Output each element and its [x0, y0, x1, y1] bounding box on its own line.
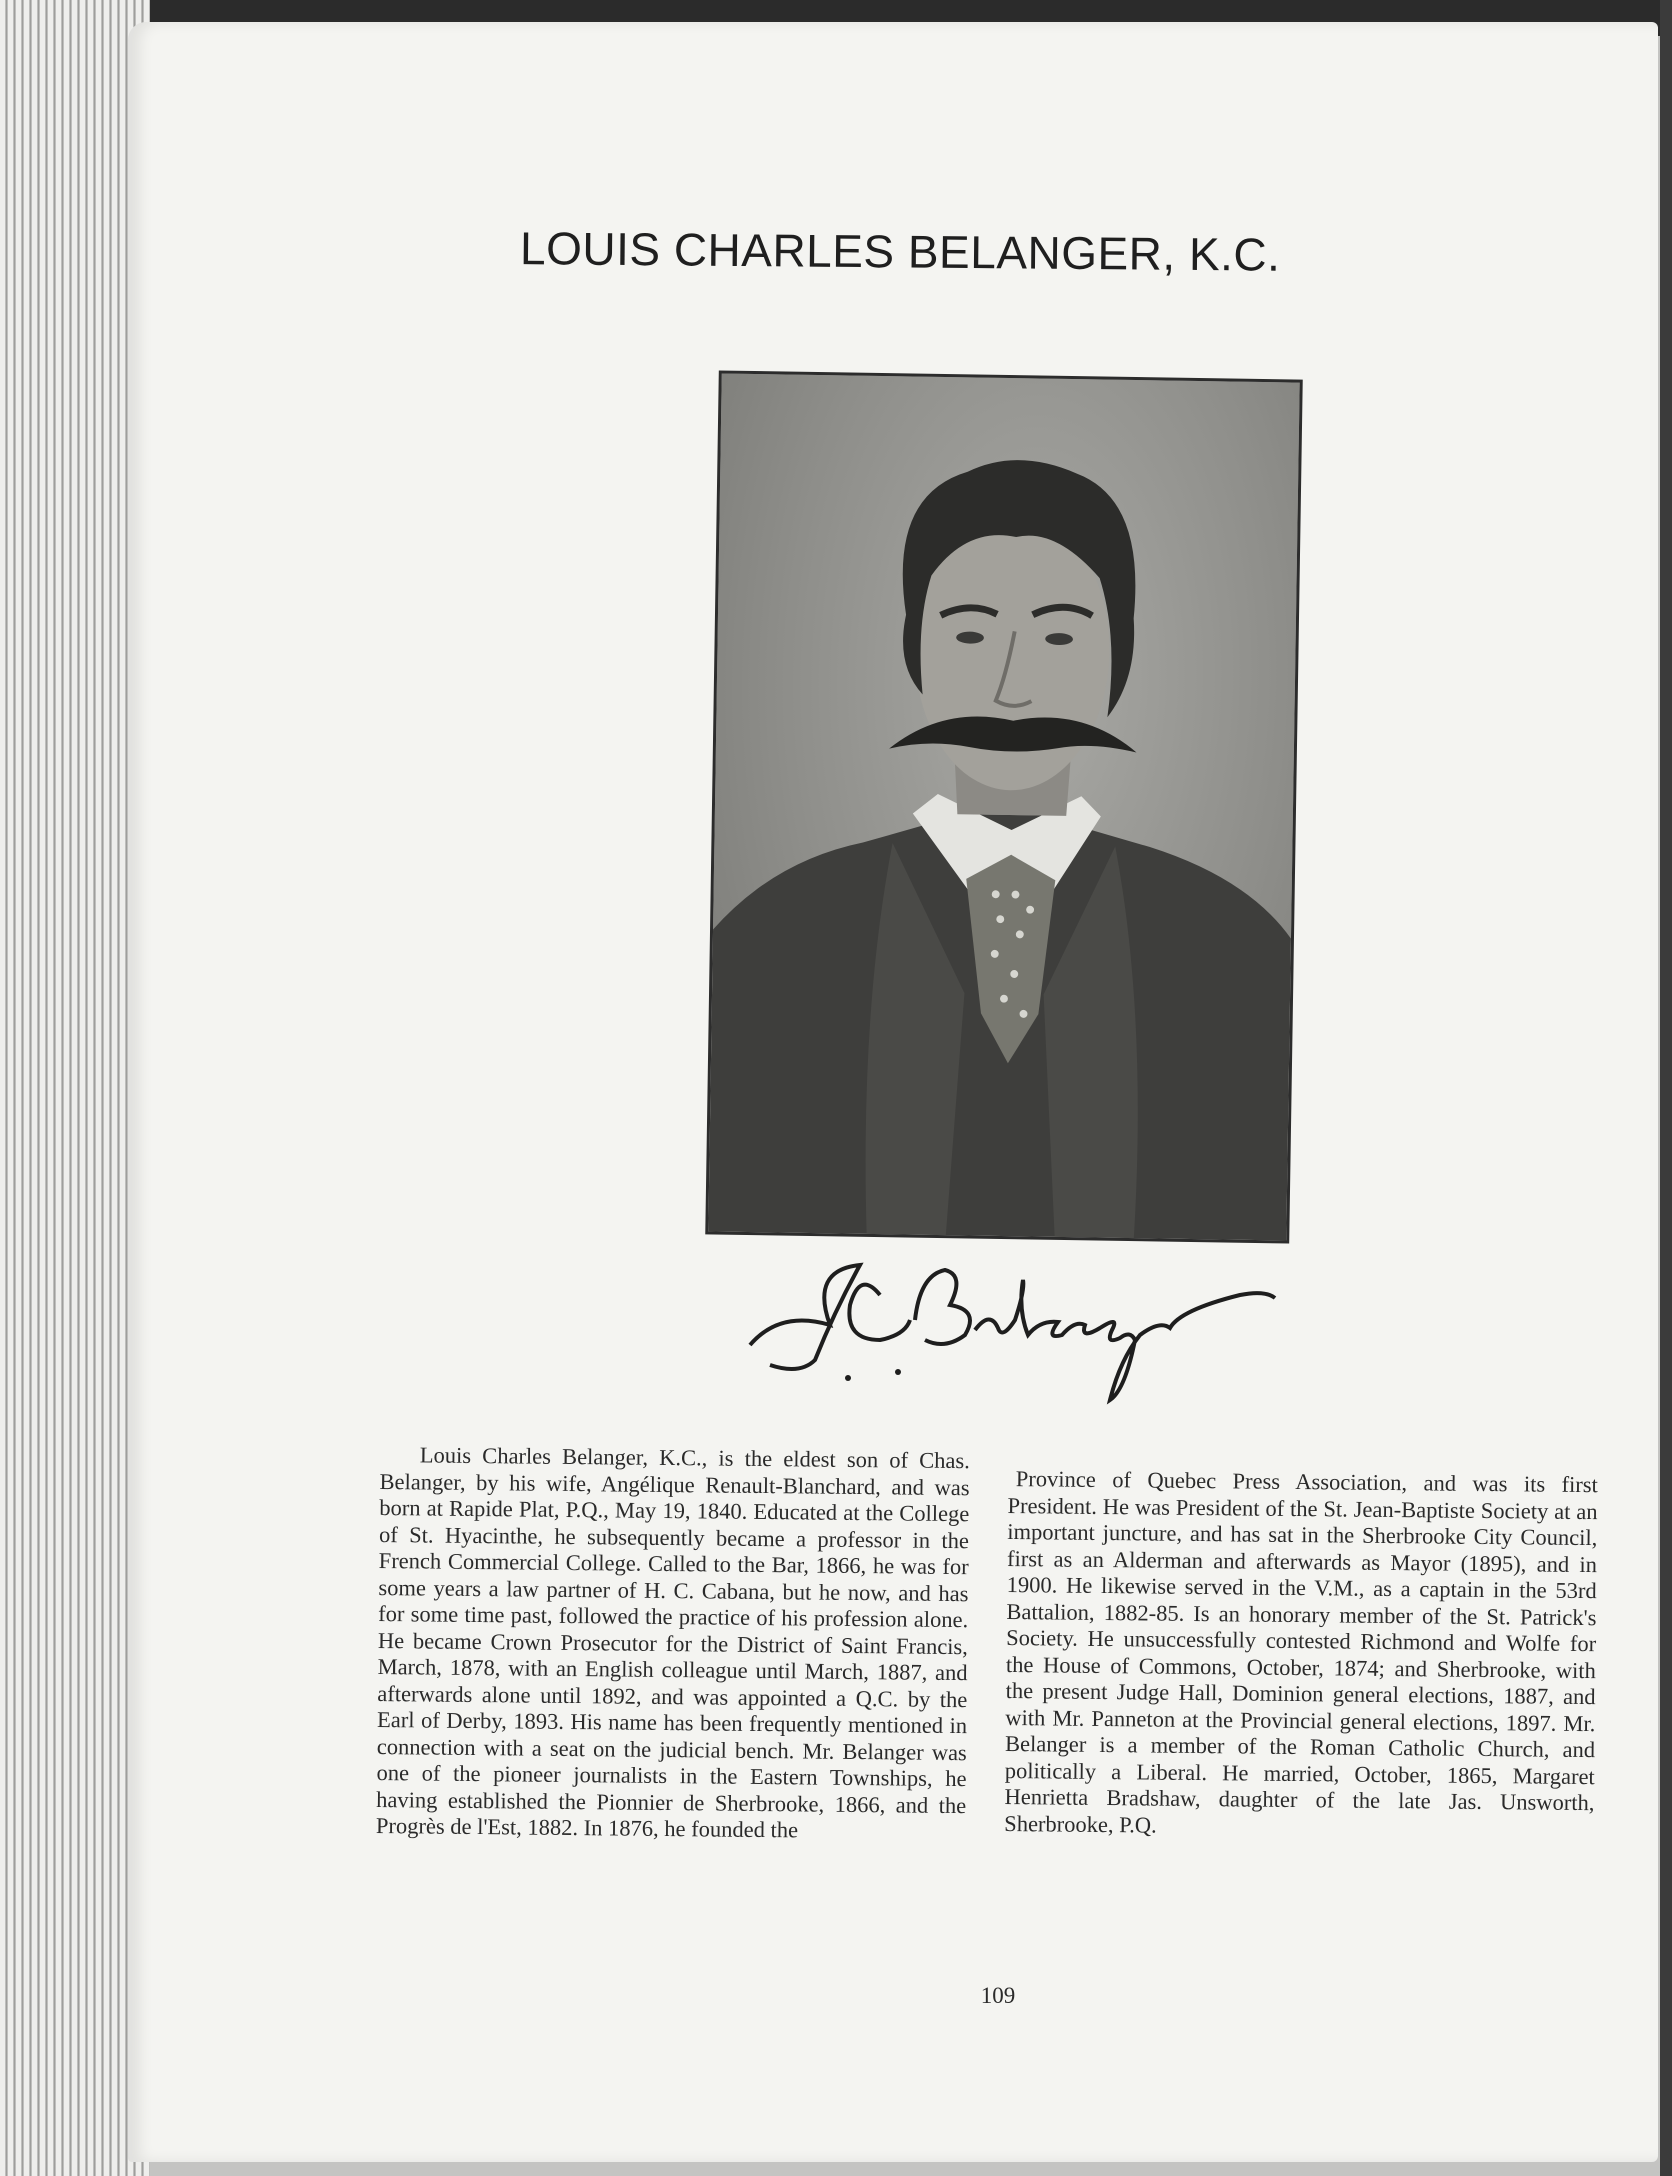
page-number: 109 — [980, 1983, 1016, 2008]
page-title: LOUIS CHARLES BELANGER, K.C. — [519, 222, 1281, 281]
scan-right-border — [1660, 0, 1672, 2176]
body-text-right-column: Province of Quebec Press Association, and was its first President. He was President of the St. Jean-Baptiste Society at an important juncture, and has sat in the Sherbrooke City Council, first as an Alderman and afterwards as Mayor (1895), and in 1900. He likewise served in the V.M., as a captain in the 53rd Battalion, 1882-85. Is an honorary member of the St. Patrick's Society. He unsuccessfully contested Richmond and Wolfe for the House of Commons, October, 1874; and Sherbrooke, with the present Judge Hall, Dominion general elections, 1887, and with Mr. Panneton at the Provincial general elections, 1897. Mr. Belanger is a member of the Roman Catholic Church, and politically a Liberal. He married, October, 1865, Margaret Henrietta Bradshaw, daughter of the late Jas. Unsworth, Sherbrooke, P.Q. — [1004, 1466, 1598, 1838]
signature-image — [740, 1250, 1280, 1410]
body-text-left-column: Louis Charles Belanger, K.C., is the eldest son of Chas. Belanger, by his wife, Angélique Renault-Blanchard, and was born at Rapide Plat, P.Q., May 19, 1840. Educated at the College of St. Hyacinthe, he subsequently became a professor in the French Commercial College. Called to the Bar, 1866, he was for some years a law partner of H. C. Cabana, but he now, and has for some time past, followed the practice of his profession alone. He became Crown Prosecutor for the District of Saint Francis, March, 1878, with an English colleague until March, 1887, and afterwards alone until 1892, and was appointed a Q.C. by the Earl of Derby, 1893. His name has been frequently mentioned in connection with a seat on the judicial bench. Mr. Belanger was one of the pioneer journalists in the Eastern Townships, he having established the Pionnier de Sherbrooke, 1866, and the Progrès de l'Est, 1882. In 1876, he founded the — [375, 1442, 970, 1843]
portrait-photo — [705, 370, 1302, 1243]
